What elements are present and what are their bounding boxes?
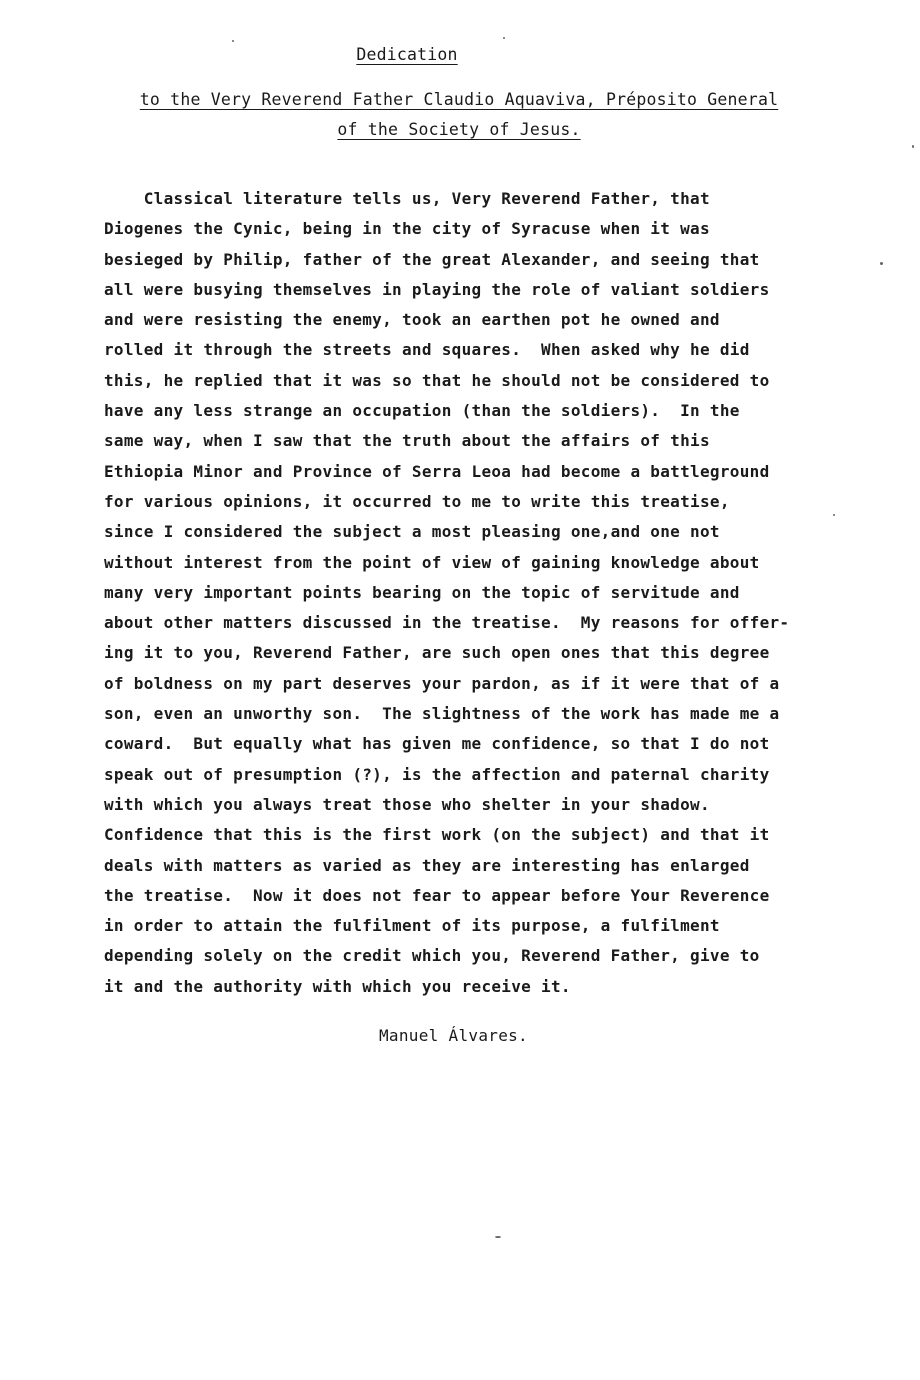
paper-speck <box>232 40 234 42</box>
body-line: it and the authority with which you receive it. <box>104 976 571 996</box>
body-line: for various opinions, it occurred to me to write this treatise, <box>104 491 730 511</box>
body-line: ing it to you, Reverend Father, are such open ones that this degree <box>104 643 770 663</box>
body-line: Diogenes the Cynic, being in the city of Syracuse when it was <box>104 219 710 239</box>
addressee-heading <box>104 85 814 145</box>
dedication-title: Dedication <box>356 45 458 64</box>
body-line: same way, when I saw that the truth about the affairs of this <box>104 431 710 451</box>
body-line: Classical literature tells us, Very Reverend Father, that <box>104 189 710 208</box>
body-line: in order to attain the fulfilment of its purpose, a fulfilment <box>104 916 720 936</box>
body-line: with which you always treat those who shelter in your shadow. <box>104 794 710 814</box>
body-paragraph <box>104 184 874 1002</box>
body-line: of boldness on my part deserves your pardon, as if it were that of a <box>104 673 780 693</box>
body-line: have any less strange an occupation (than the soldiers). In the <box>104 401 740 421</box>
signature: Manuel Álvares. <box>379 1026 528 1045</box>
addressee-line: of the Society of Jesus. <box>337 120 581 139</box>
body-line: and were resisting the enemy, took an earthen pot he owned and <box>104 310 720 330</box>
body-line: this, he replied that it was so that he should not be considered to <box>104 370 770 390</box>
paper-speck <box>833 514 835 516</box>
body-line: the treatise. Now it does not fear to appear before Your Reverence <box>104 885 770 905</box>
paper-speck <box>495 1236 501 1238</box>
body-line: coward. But equally what has given me confidence, so that I do not <box>104 734 770 754</box>
body-line: since I considered the subject a most pleasing one,and one not <box>104 522 720 542</box>
body-line: deals with matters as varied as they are interesting has enlarged <box>104 855 750 875</box>
body-line: many very important points bearing on the topic of servitude and <box>104 582 740 602</box>
body-line: speak out of presumption (?), is the affection and paternal charity <box>104 764 770 784</box>
body-line: rolled it through the streets and squares. When asked why he did <box>104 340 750 360</box>
body-line: all were busying themselves in playing the role of valiant soldiers <box>104 279 770 299</box>
paper-speck <box>880 262 883 265</box>
body-line: Confidence that this is the first work (on the subject) and that it <box>104 825 770 845</box>
paper-speck <box>912 145 914 148</box>
paper-speck <box>503 37 505 39</box>
body-line: besieged by Philip, father of the great Alexander, and seeing that <box>104 249 760 269</box>
body-line: Ethiopia Minor and Province of Serra Leoa had become a battleground <box>104 461 770 481</box>
body-line: son, even an unworthy son. The slightness of the work has made me a <box>104 704 780 724</box>
body-line: about other matters discussed in the treatise. My reasons for offer- <box>104 613 790 633</box>
body-line: without interest from the point of view of gaining knowledge about <box>104 552 760 572</box>
addressee-line: to the Very Reverend Father Claudio Aquaviva, Préposito General <box>139 90 779 109</box>
body-line: depending solely on the credit which you, Reverend Father, give to <box>104 946 760 966</box>
